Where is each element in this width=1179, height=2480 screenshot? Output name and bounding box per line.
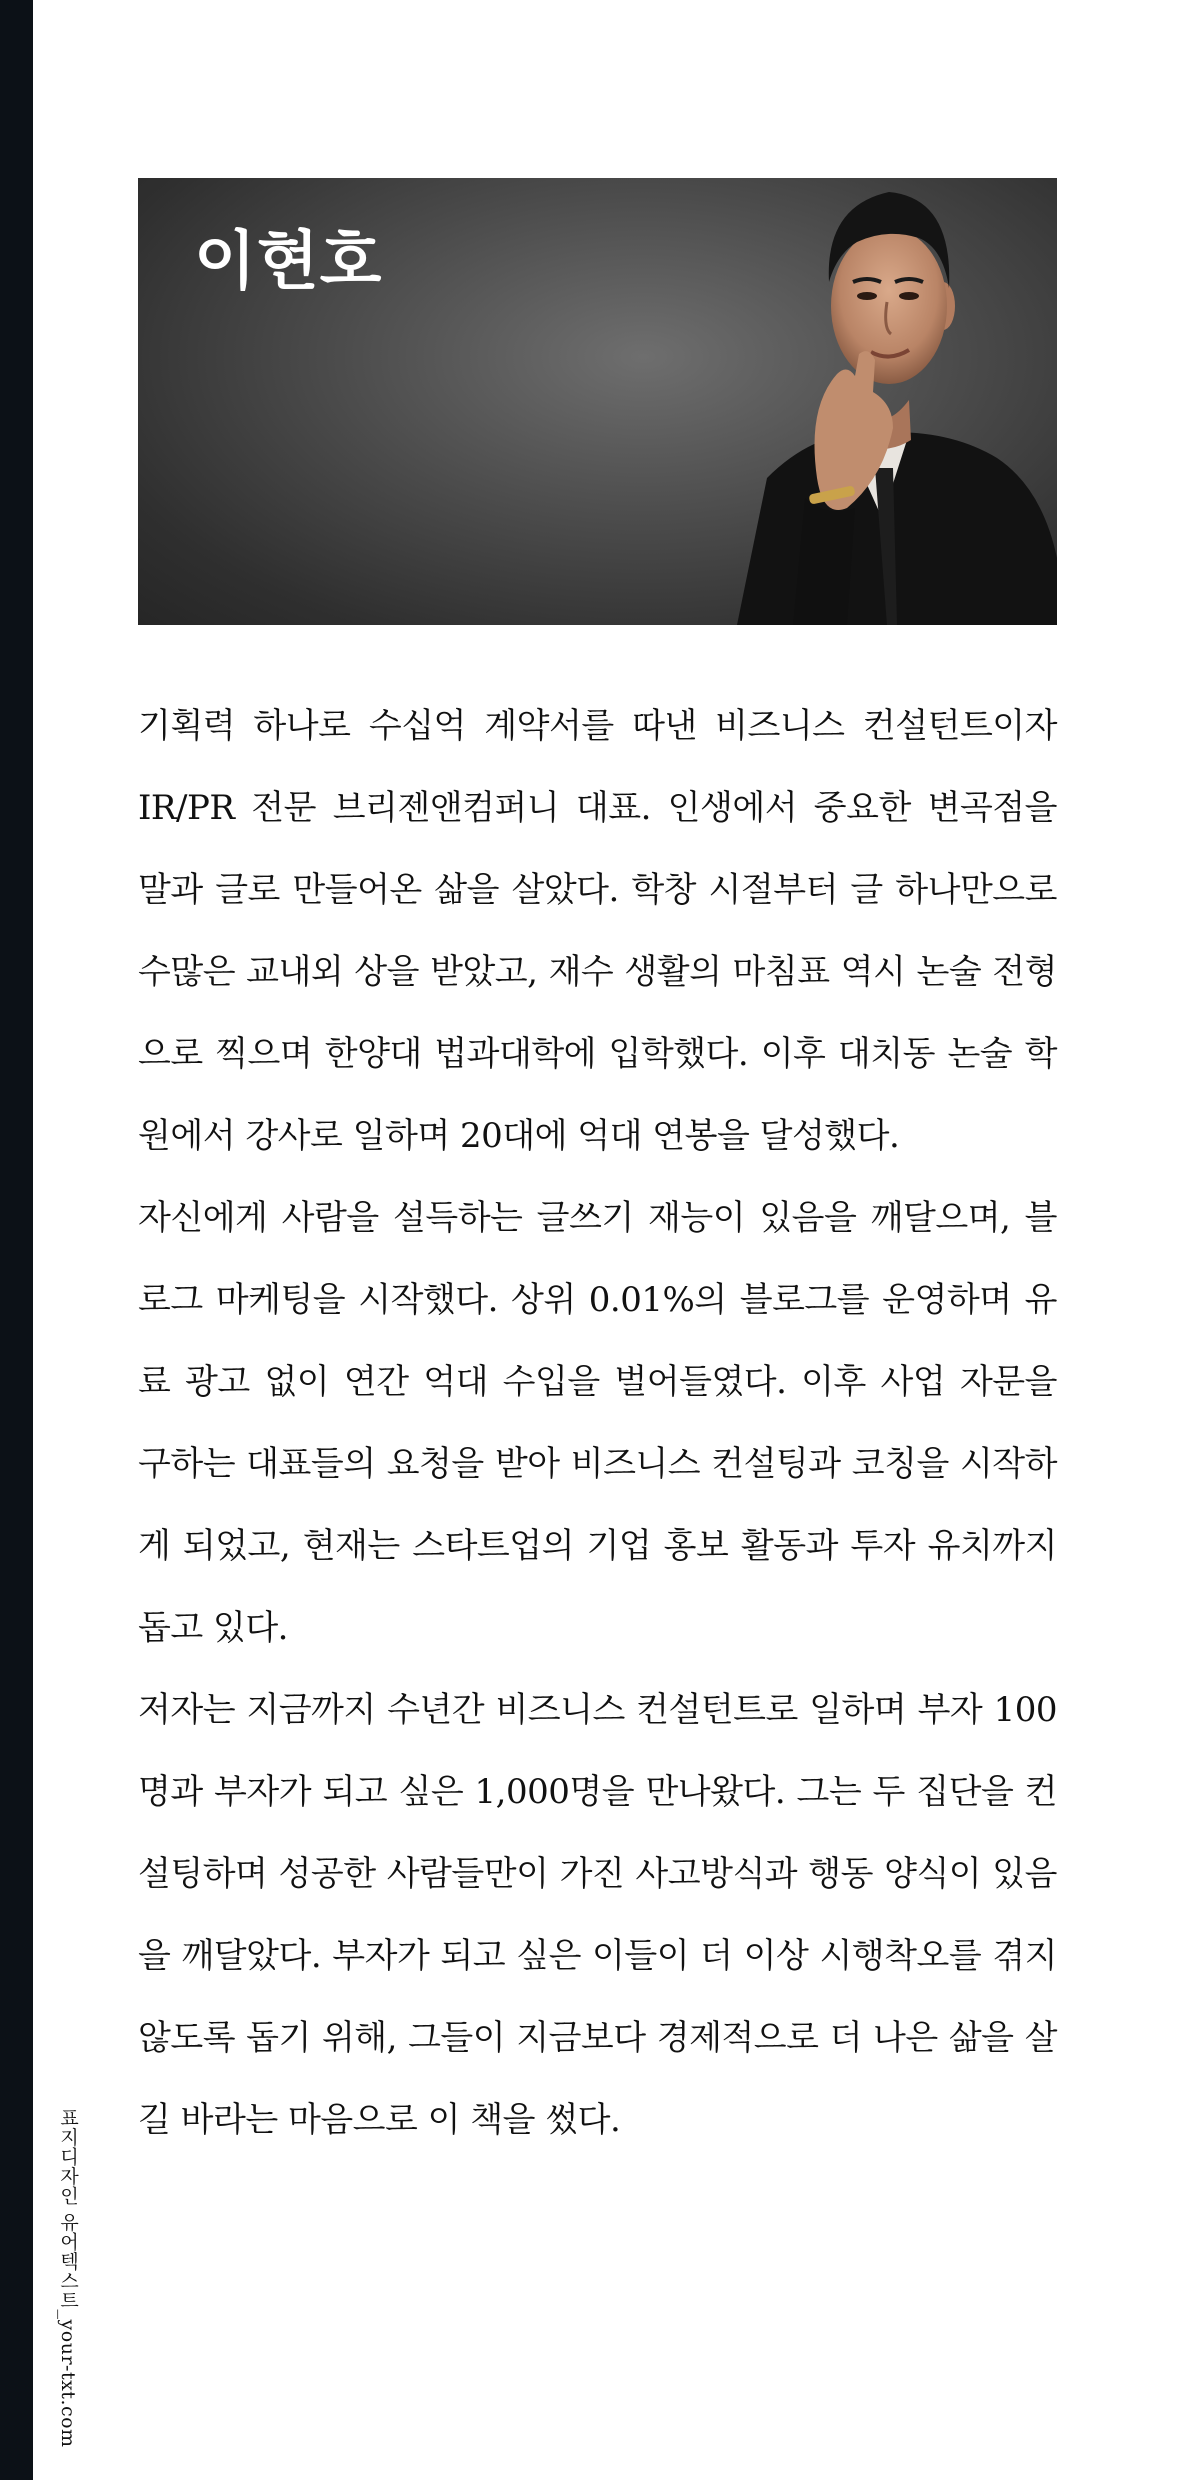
author-photo-banner (138, 178, 1057, 625)
cover-design-credit: 표지디자인 유어텍스트_your-txt.com (57, 2108, 79, 2448)
bio-paragraph-3: 저자는 지금까지 수년간 비즈니스 컨설턴트로 일하며 부자 100명과 부자가 되고 싶은 1,000명을 만나왔다. 그는 두 집단을 컨설팅하며 성공한 사람들만이 가진 사고방식과 행동 양식이 있음을 깨달았다. 부자가 되고 싶은 이들이 더 이상 시행착오를 겪지 않도록 돕기 위해, 그들이 지금보다 경제적으로 더 나은 삶을 살길 바라는 마음으로 이 책을 썼다. (138, 1690, 1057, 2140)
author-biography (138, 685, 1057, 2161)
bio-paragraph-1: 기획력 하나로 수십억 계약서를 따낸 비즈니스 컨설턴트이자 IR/PR 전문 브리젠앤컴퍼니 대표. 인생에서 중요한 변곡점을 말과 글로 만들어온 삶을 살았다. 학창 시절부터 글 하나만으로 수많은 교내외 상을 받았고, 재수 생활의 마침표 역시 논술 전형으로 찍으며 한양대 법과대학에 입학했다. 이후 대치동 논술 학원에서 강사로 일하며 20대에 억대 연봉을 달성했다. (138, 706, 1057, 1156)
author-portrait-icon (697, 178, 1057, 625)
author-name: 이현호 (194, 225, 383, 299)
book-spine-strip (0, 0, 33, 2480)
bio-paragraph-2: 자신에게 사람을 설득하는 글쓰기 재능이 있음을 깨달으며, 블로그 마케팅을 시작했다. 상위 0.01%의 블로그를 운영하며 유료 광고 없이 연간 억대 수입을 벌어들였다. 이후 사업 자문을 구하는 대표들의 요청을 받아 비즈니스 컨설팅과 코칭을 시작하게 되었고, 현재는 스타트업의 기업 홍보 활동과 투자 유치까지 돕고 있다. (138, 1198, 1057, 1648)
